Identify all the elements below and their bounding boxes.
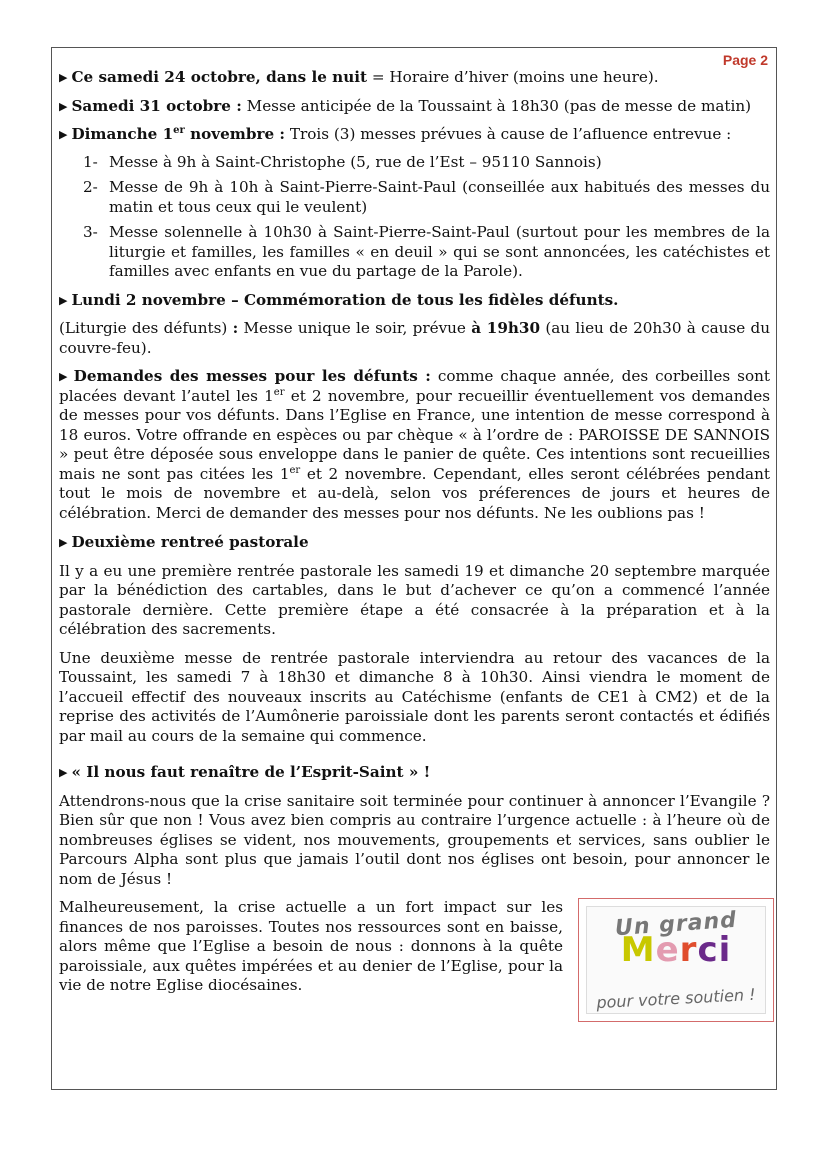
bulletin-content xyxy=(59,68,770,1022)
section-2-novembre xyxy=(59,291,770,311)
heading-2-novembre: Lundi 2 novembre – Commémoration de tous les fidèles défunts. xyxy=(71,290,619,309)
triangle-bullet-icon: ▶ xyxy=(59,128,68,141)
triangle-bullet-icon: ▶ xyxy=(59,99,68,113)
31-octobre-text: Messe anticipée de la Toussaint à 18h30 (pas de messe de matin) xyxy=(241,96,752,115)
list-item: 1- Messe à 9h à Saint-Christophe (5, rue de l’Est – 95110 Sannois) xyxy=(83,152,602,171)
merci-line-3: pour votre soutien ! xyxy=(595,984,756,1013)
section-esprit-saint xyxy=(59,763,770,783)
heading-demandes-messes: Demandes des messes pour les défunts : xyxy=(73,367,431,385)
section-rentree-pastorale xyxy=(59,533,770,553)
triangle-bullet-icon: ▶ xyxy=(59,293,68,307)
triangle-bullet-icon: ▶ xyxy=(59,71,68,84)
merci-image xyxy=(578,898,774,1022)
list-item: 3- Messe solennelle à 10h30 à Saint-Pierre-Saint-Paul (surtout pour les membres de la liturgie et familles, les familles « en deuil » qui se sont annoncées, les catéchistes et familles avec enfants en vue du partage de la Parole). xyxy=(83,223,770,280)
heading-1er-novembre: Dimanche 1er novembre : xyxy=(71,124,286,143)
heading-esprit-saint: « Il nous faut renaître de l’Esprit-Saint » ! xyxy=(71,763,431,781)
section-heure-hiver xyxy=(59,68,770,88)
triangle-bullet-icon: ▶ xyxy=(59,766,68,779)
section-demandes-messes: ▶ Demandes des messes pour les défunts : comme chaque année, des corbeilles sont placées devant l’autel les 1er et 2 novembre, pour recueillir éventuellement vos demandes de messes pour vos défunts. Dans l’Eglise en France, une intention de messe correspond à 18 euros. Votre offrande en espèces ou par chèque « à l’ordre de : PAROISSE DE SANNOIS » peut être déposée sous enveloppe dans le panier de quête. Ces intentions sont recueillies mais ne sont pas citées les 1er et 2 novembre. Cependant, elles seront célébrées pendant tout le mois de novembre et au-delà, selon vos préferences de jours et heures de célébration. Merci de demander des messes pour nos défunts. Ne les oublions pas ! xyxy=(59,367,770,522)
section-31-octobre xyxy=(59,97,770,117)
heure-hiver-text: = Horaire d’hiver (moins une heure). xyxy=(367,68,659,86)
rentree-paragraph-1: Il y a eu une première rentrée pastorale les samedi 19 et dimanche 20 septembre marquée par la bénédiction des cartables, dans le but d’achever ce qu’on a commencé l’année pastorale dernière. Cette première étape a été consacrée à la préparation et à la célébration des sacrements. xyxy=(59,561,770,638)
page-number: Page 2 xyxy=(722,52,768,68)
heading-heure-hiver: Ce samedi 24 octobre, dans le nuit xyxy=(71,68,368,86)
list-item: 2- Messe de 9h à 10h à Saint-Pierre-Saint-Paul (conseillée aux habitués des messes du matin et tous ceux qui le veulent) xyxy=(83,178,770,216)
heading-31-octobre: Samedi 31 octobre : xyxy=(71,96,242,115)
esprit-saint-paragraph-1: Attendrons-nous que la crise sanitaire soit terminée pour continuer à annoncer l’Evangile ? Bien sûr que non ! Vous avez bien compris au contraire l’urgence actuelle : à l’heure où de nombreuses églises se vident, nos mouvements, groupements et services, sans oublier le Parcours Alpha sont plus que jamais l’outil dont nos églises ont besoin, pour annoncer le nom de Jésus ! xyxy=(59,791,770,888)
section-1er-novembre xyxy=(59,125,770,145)
defunts-paragraph: (Liturgie des défunts) : Messe unique le soir, prévue à 19h30 (au lieu de 20h30 à cause du couvre-feu). xyxy=(59,319,770,357)
1er-novembre-text: Trois (3) messes prévues à cause de l’afluence entrevue : xyxy=(285,125,732,143)
triangle-bullet-icon: ▶ xyxy=(59,536,68,549)
rentree-paragraph-2: Une deuxième messe de rentrée pastorale interviendra au retour des vacances de la Toussaint, les samedi 7 à 18h30 et dimanche 8 à 10h30. Ainsi viendra le moment de l’accueil effectif des nouveaux inscrits au Catéchisme (enfants de CE1 à CM2) et de la reprise des activités de l’Aumônerie paroissiale dont les parents seront contactés et édifiés par mail au cours de la semaine qui commence. xyxy=(59,648,770,745)
heading-rentree-pastorale: Deuxième rentreé pastorale xyxy=(71,533,309,551)
messes-list xyxy=(59,153,770,282)
merci-line-2: Merci xyxy=(620,930,732,970)
page-frame xyxy=(51,47,777,1090)
merci-section xyxy=(59,898,770,1022)
esprit-saint-paragraph-2: Malheureusement, la crise actuelle a un fort impact sur les finances de nos paroisses. Toutes nos ressources sont en baisse, alors même que l’Eglise a besoin de nous : donnons à la quête paroissiale, aux quêtes impérées et au denier de l’Eglise, pour la vie de notre Eglise diocésaines. xyxy=(59,898,563,994)
triangle-bullet-icon: ▶ xyxy=(59,370,70,383)
merci-line-1: Un grand xyxy=(614,907,738,942)
